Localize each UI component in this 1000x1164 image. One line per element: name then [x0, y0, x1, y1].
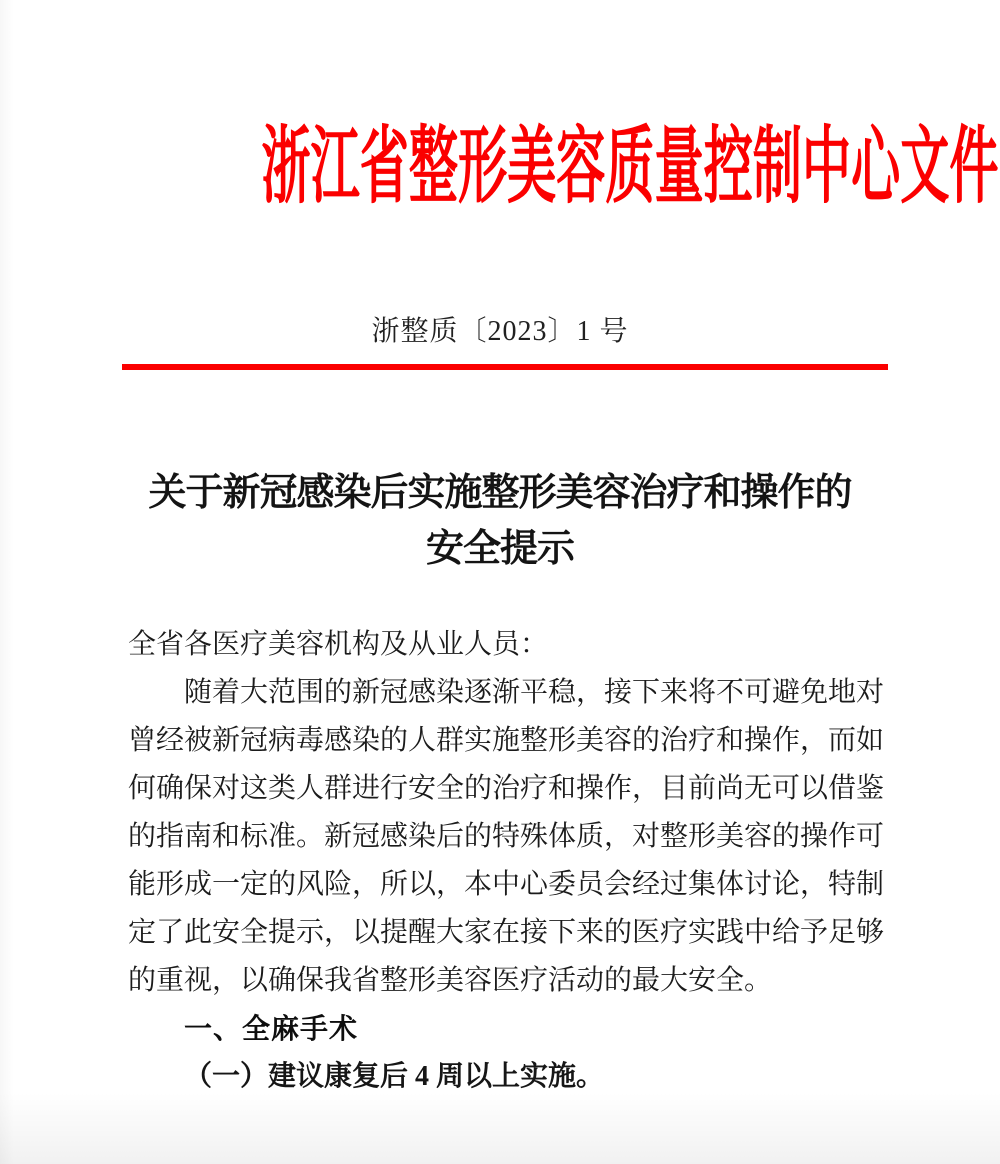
section-heading-general-anesthesia: 一、全麻手术 — [184, 1013, 359, 1044]
letterhead-title: 浙江省整形美容质量控制中心文件 — [261, 121, 999, 214]
salutation: 全省各医疗美容机构及从业人员： — [128, 629, 549, 660]
letterhead — [0, 120, 1000, 232]
document-title-line2: 安全提示 — [425, 528, 574, 570]
document-body — [128, 621, 884, 1101]
section-item-1: （一）建议康复后 4 周以上实施。 — [184, 1061, 605, 1092]
body-paragraph: 随着大范围的新冠感染逐渐平稳，接下来将不可避免地对曾经被新冠病毒感染的人群实施整形美容的治疗和操作，而如何确保对这类人群进行安全的治疗和操作，目前尚无可以借鉴的指南和标准。新冠感染后的特殊体质，对整形美容的操作可能形成一定的风险，所以，本中心委员会经过集体讨论，特制定了此安全提示，以提醒大家在接下来的医疗实践中给予足够的重视，以确保我省整形美容医疗活动的最大安全。 — [128, 677, 885, 996]
doc-number: 浙整质〔2023〕1 号 — [371, 316, 629, 347]
document-title-line1: 关于新冠感染后实施整形美容治疗和操作的 — [148, 472, 852, 514]
red-divider-line — [122, 364, 888, 370]
document-title — [0, 465, 1000, 577]
